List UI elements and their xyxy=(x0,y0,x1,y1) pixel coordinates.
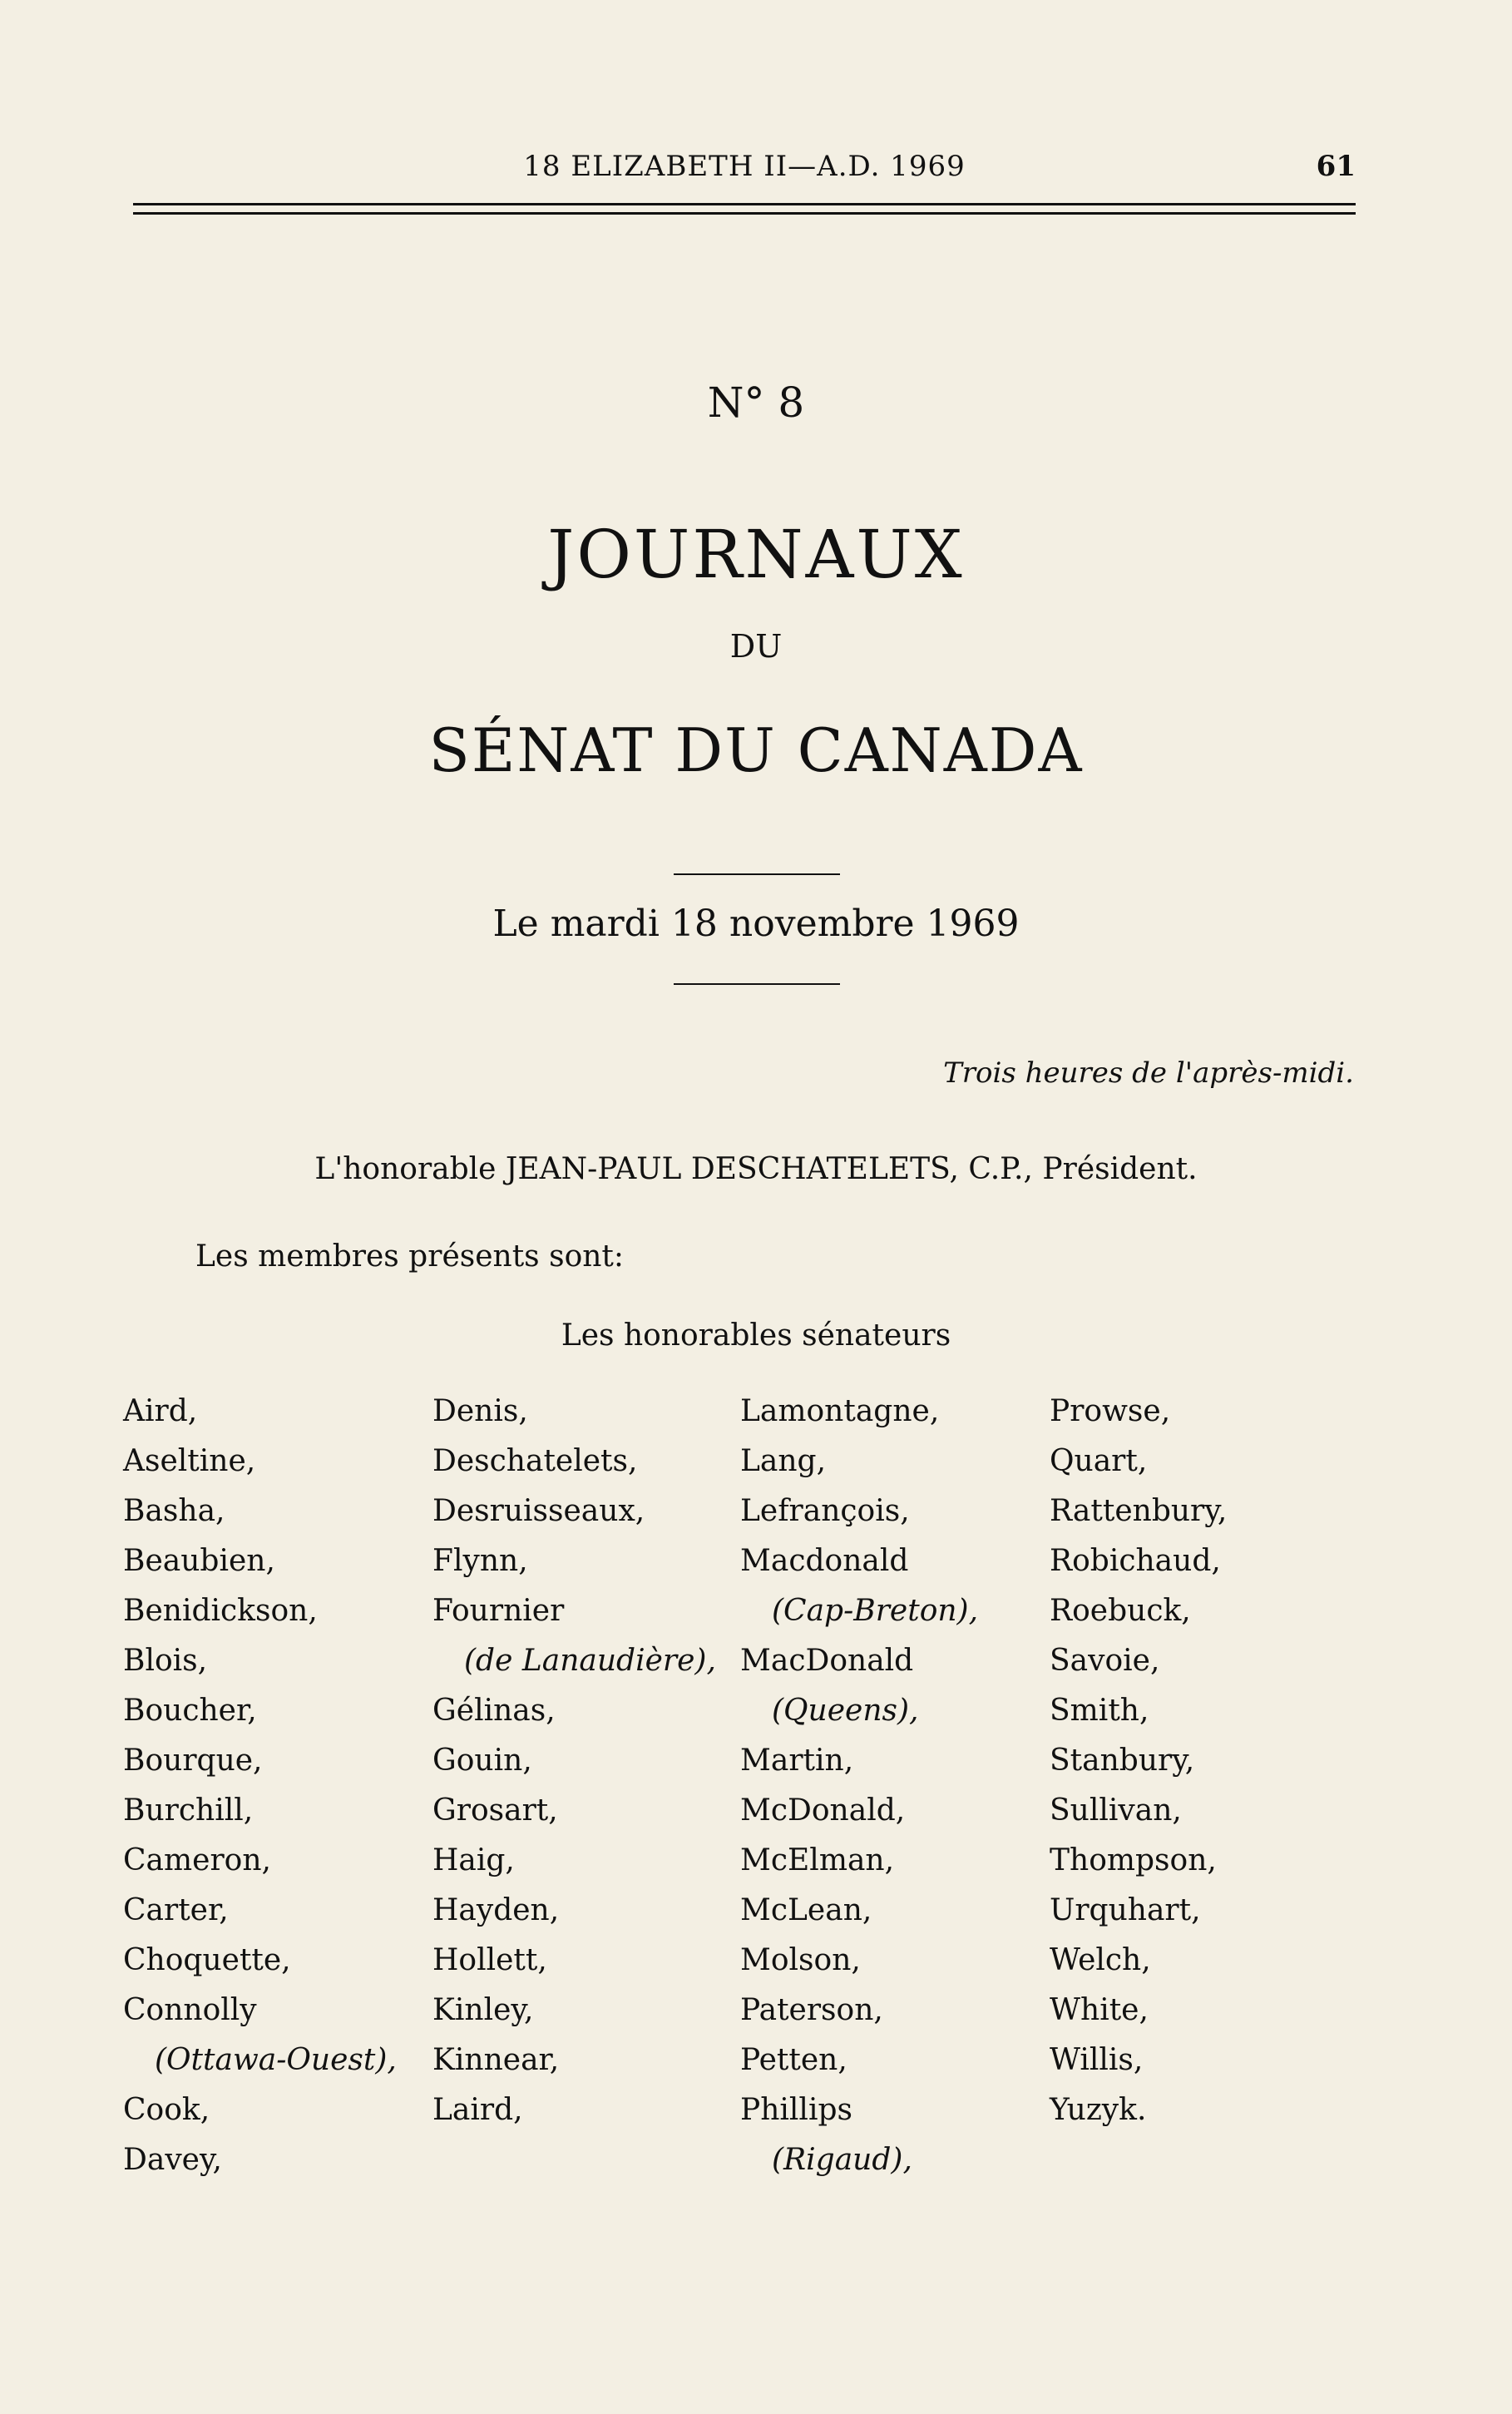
senator-name: Roebuck, xyxy=(1050,1594,1191,1628)
running-head xyxy=(133,150,1356,191)
senator-name: White, xyxy=(1050,1993,1149,2027)
sitting-time: Trois heures de l'après-midi. xyxy=(943,1056,1354,1090)
senator-name: MacDonald xyxy=(740,1644,914,1678)
journal-number: N° 8 xyxy=(707,378,805,427)
senator-name: Quart, xyxy=(1050,1444,1148,1478)
divider-rule-top xyxy=(674,873,840,875)
senator-division: (de Lanaudière), xyxy=(464,1644,716,1678)
senator-name: Stanbury, xyxy=(1050,1744,1195,1778)
page-number: 61 xyxy=(1316,150,1356,183)
senator-name: Urquhart, xyxy=(1050,1893,1201,1927)
senator-name: Desruisseaux, xyxy=(432,1494,645,1528)
senator-name: Choquette, xyxy=(123,1943,291,1977)
senator-name: Welch, xyxy=(1050,1943,1151,1977)
senator-name: Yuzyk. xyxy=(1050,2093,1147,2127)
senator-name: Paterson, xyxy=(740,1993,883,2027)
senator-name: Robichaud, xyxy=(1050,1544,1221,1578)
senator-name: Lefrançois, xyxy=(740,1494,910,1528)
senators-column-1 xyxy=(123,1387,397,2185)
senator-name: Deschatelets, xyxy=(432,1444,638,1478)
senator-division: (Rigaud), xyxy=(772,2143,912,2177)
senator-name: Gouin, xyxy=(432,1744,532,1778)
running-head-title: 18 ELIZABETH II—A.D. 1969 xyxy=(523,150,966,183)
senator-name: Davey, xyxy=(123,2143,222,2177)
journal-du: DU xyxy=(729,628,783,665)
senator-division: (Cap-Breton), xyxy=(772,1594,979,1628)
senator-name: Macdonald xyxy=(740,1544,909,1578)
senator-name: Cameron, xyxy=(123,1843,271,1877)
senator-name: Savoie, xyxy=(1050,1644,1160,1678)
senator-name: Petten, xyxy=(740,2043,847,2077)
senators-column-3 xyxy=(740,1387,978,2185)
sitting-date: Le mardi 18 novembre 1969 xyxy=(492,903,1020,945)
senator-name: Boucher, xyxy=(123,1694,257,1728)
senator-name: Hollett, xyxy=(432,1943,547,1977)
senator-name: Lang, xyxy=(740,1444,827,1478)
journal-title: JOURNAUX xyxy=(547,516,965,593)
senator-name: Aird, xyxy=(123,1394,198,1428)
senator-name: Willis, xyxy=(1050,2043,1144,2077)
senator-name: Lamontagne, xyxy=(740,1394,940,1428)
senator-name: Thompson, xyxy=(1050,1843,1217,1877)
senator-name: McLean, xyxy=(740,1893,872,1927)
senator-name: Flynn, xyxy=(432,1544,528,1578)
divider-rule-bottom xyxy=(674,983,840,985)
senator-name: Benidickson, xyxy=(123,1594,318,1628)
senator-name: Laird, xyxy=(432,2093,523,2127)
header-double-rule xyxy=(133,203,1356,215)
senator-name: Haig, xyxy=(432,1843,515,1877)
senator-name: Gélinas, xyxy=(432,1694,556,1728)
senator-division: (Queens), xyxy=(772,1694,919,1728)
senator-name: Bourque, xyxy=(123,1744,263,1778)
senator-name: Phillips xyxy=(740,2093,852,2127)
senator-name: Martin, xyxy=(740,1744,854,1778)
senator-name: Carter, xyxy=(123,1893,229,1927)
senator-name: Basha, xyxy=(123,1494,225,1528)
senator-name: Kinnear, xyxy=(432,2043,560,2077)
senator-name: Denis, xyxy=(432,1394,528,1428)
senator-name: McDonald, xyxy=(740,1793,906,1828)
senator-name: Cook, xyxy=(123,2093,210,2127)
senator-name: Molson, xyxy=(740,1943,861,1977)
senator-name: Hayden, xyxy=(432,1893,560,1927)
senator-name: Smith, xyxy=(1050,1694,1149,1728)
senator-name: Kinley, xyxy=(432,1993,534,2027)
senator-name: Burchill, xyxy=(123,1793,254,1828)
senator-name: Beaubien, xyxy=(123,1544,275,1578)
presiding-officer: L'honorable JEAN-PAUL DESCHATELETS, C.P., Président. xyxy=(314,1152,1198,1186)
senator-name: Fournier xyxy=(432,1594,565,1628)
senator-name: Connolly xyxy=(123,1993,257,2027)
senator-name: Blois, xyxy=(123,1644,208,1678)
senator-name: Aseltine, xyxy=(123,1444,256,1478)
senators-heading: Les honorables sénateurs xyxy=(561,1318,951,1353)
senator-division: (Ottawa-Ouest), xyxy=(155,2043,397,2077)
senator-name: McElman, xyxy=(740,1843,895,1877)
members-intro: Les membres présents sont: xyxy=(195,1239,625,1274)
senators-column-4 xyxy=(1050,1387,1227,2135)
senator-name: Prowse, xyxy=(1050,1394,1171,1428)
senator-name: Grosart, xyxy=(432,1793,558,1828)
senator-name: Rattenbury, xyxy=(1050,1494,1228,1528)
senate-title: SÉNAT DU CANADA xyxy=(428,715,1084,785)
senators-column-2 xyxy=(432,1387,716,2135)
senator-name: Sullivan, xyxy=(1050,1793,1182,1828)
